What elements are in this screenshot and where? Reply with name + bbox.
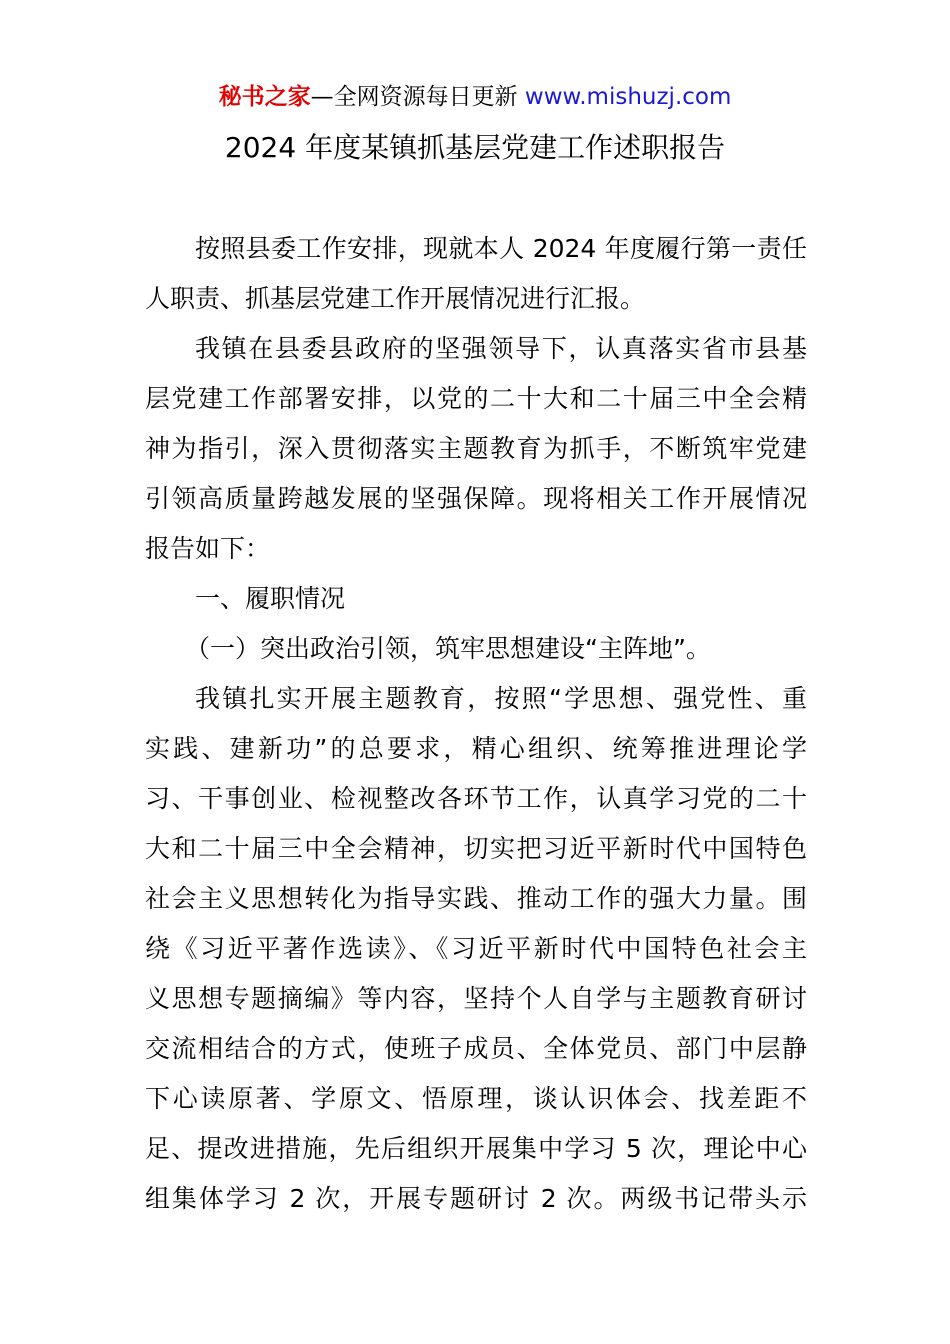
site-tagline: —全网资源每日更新 xyxy=(310,84,518,110)
site-header xyxy=(0,80,950,114)
site-url-link[interactable]: www.mishuzj.com xyxy=(524,84,732,110)
paragraph-line: 下心读原著、学原文、悟原理，谈认识体会、找差距不 xyxy=(145,1084,807,1113)
paragraph-line: 按照县委工作安排，现就本人 2024 年度履行第一责任 xyxy=(195,234,807,263)
paragraph-line: 义思想专题摘编》等内容，坚持个人自学与主题教育研讨 xyxy=(145,984,807,1013)
document-title: 2024 年度某镇抓基层党建工作述职报告 xyxy=(224,131,726,164)
paragraph-line: 绕《习近平著作选读》、《习近平新时代中国特色社会主 xyxy=(145,934,807,963)
paragraph-line: 习、干事创业、检视整改各环节工作，认真学习党的二十 xyxy=(145,784,807,813)
paragraph-line: 我镇在县委县政府的坚强领导下，认真落实省市县基 xyxy=(195,334,807,363)
paragraph-line: 交流相结合的方式，使班子成员、全体党员、部门中层静 xyxy=(145,1034,807,1063)
paragraph-line: 引领高质量跨越发展的坚强保障。现将相关工作开展情况 xyxy=(145,484,807,513)
paragraph-line: 组集体学习 2 次，开展专题研讨 2 次。两级书记带头示 xyxy=(145,1184,807,1213)
paragraph-line: 人职责、抓基层党建工作开展情况进行汇报。 xyxy=(145,284,646,313)
paragraph-line: 大和二十届三中全会精神，切实把习近平新时代中国特色 xyxy=(145,834,807,863)
paragraph-line: 足、提改进措施，先后组织开展集中学习 5 次，理论中心 xyxy=(145,1134,807,1163)
paragraph-line: 层党建工作部署安排，以党的二十大和二十届三中全会精 xyxy=(145,384,807,413)
paragraph-line: 我镇扎实开展主题教育，按照“学思想、强党性、重 xyxy=(195,684,807,713)
paragraph-line: 神为指引，深入贯彻落实主题教育为抓手，不断筑牢党建 xyxy=(145,434,807,463)
paragraph-line: 实践、建新功”的总要求，精心组织、统筹推进理论学 xyxy=(145,734,807,763)
document-body xyxy=(145,224,807,1224)
paragraph-line: 社会主义思想转化为指导实践、推动工作的强大力量。围 xyxy=(145,884,807,913)
section-heading: 一、履职情况 xyxy=(195,584,346,613)
subsection-heading: （一）突出政治引领，筑牢思想建设“主阵地”。 xyxy=(185,634,711,663)
site-brand: 秘书之家 xyxy=(218,84,311,110)
paragraph-line: 报告如下： xyxy=(145,534,271,563)
